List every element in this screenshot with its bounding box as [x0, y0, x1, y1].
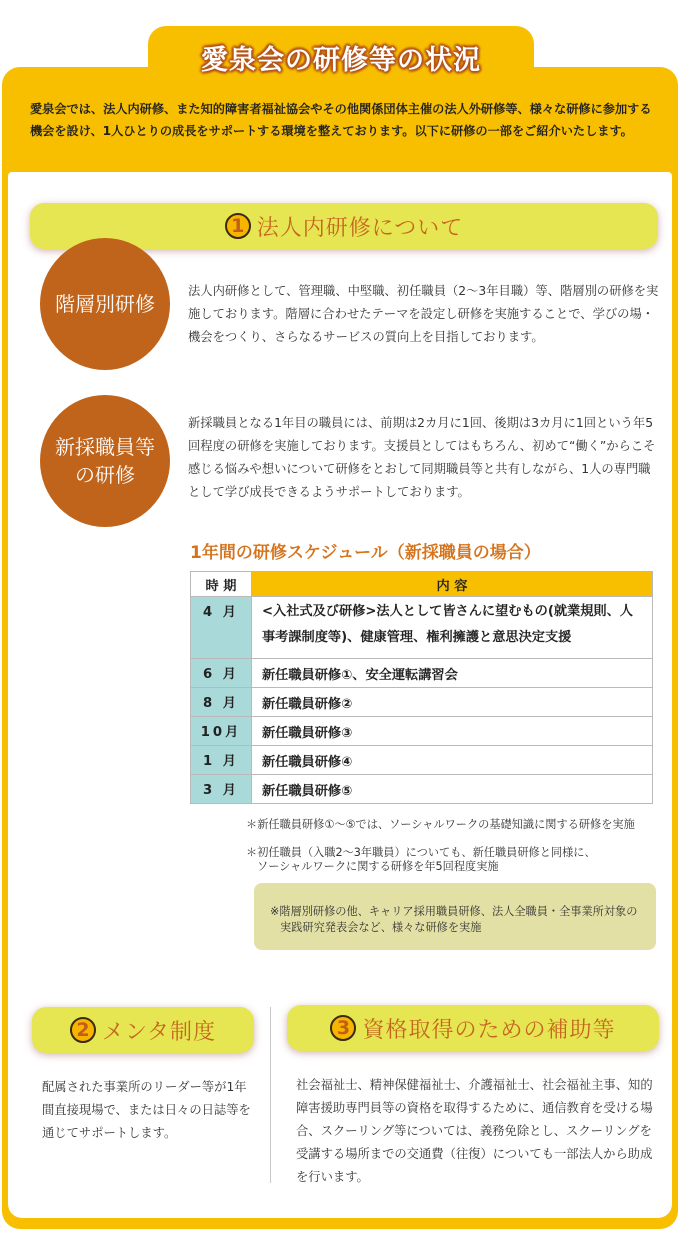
- header-content: 内 容: [252, 572, 653, 597]
- note-1: ＊新任職員研修①〜⑤では、ソーシャルワークの基礎知識に関する研修を実施: [246, 818, 635, 831]
- tiered-training-text: 法人内研修として、管理職、中堅職、初任職員（2〜3年目職）等、階層別の研修を実施しております。階層に合わせたテーマを設定し研修を実施することで、学びの場・機会をつくり、さらなるサービスの質向上を目指しております。: [188, 284, 659, 344]
- section3-title: 資格取得のための補助等: [362, 1017, 616, 1043]
- new-staff-training-text: 新採職員となる1年目の職員には、前期は2カ月に1回、後期は3カ月に1回という年5回程度の研修を実施しております。支援員としてはもちろん、初めて“働く”からこそ感じる悩みや想いについて研修をとおして同期職員等と共有しながら、1人の専門職として学び成長できるようサポートしております。: [188, 416, 656, 499]
- header-period: 時 期: [191, 572, 252, 597]
- content-cell: 新任職員研修⑤: [252, 775, 653, 804]
- column-divider: [270, 1007, 271, 1183]
- table-row: [191, 775, 653, 804]
- tiered-training-badge: [40, 238, 170, 370]
- other-training-note-line1: ※階層別研修の他、キャリア採用職員研修、法人全職員・全事業所対象の: [270, 905, 638, 918]
- content-cell: 新任職員研修③: [252, 717, 653, 746]
- qualification-support-text: 社会福祉士、精神保健福祉士、介護福祉士、社会福祉主事、知的障害援助専門員等の資格を取得するために、通信教育を受ける場合、スクーリング等については、義務免除とし、スクーリングを受講する場所までの交通費（往復）についても一部法人から助成を行います。: [296, 1078, 653, 1184]
- new-staff-training-badge: [40, 395, 170, 527]
- number-2-icon: 2: [70, 1017, 96, 1043]
- note-2-cont: ソーシャルワークに関する研修を年5回程度実施: [257, 860, 499, 873]
- table-row: [191, 717, 653, 746]
- month-cell: 3 月: [191, 775, 252, 804]
- month-cell: 1 月: [191, 746, 252, 775]
- section1-title: 法人内研修について: [256, 215, 464, 241]
- content-cell: 新任職員研修②: [252, 688, 653, 717]
- number-3-icon: 3: [330, 1015, 356, 1041]
- new-staff-label-line1: 新採職員等: [55, 435, 155, 459]
- intro-text: 愛泉会では、法人内研修、また知的障害者福祉協会やその他関係団体主催の法人外研修等、様々な研修に参加する機会を設け、1人ひとりの成長をサポートする環境を整えております。以下に研修の一部をご紹介いたします。: [30, 102, 652, 138]
- table-row: [191, 746, 653, 775]
- other-training-note-line2: 実践研究発表会など、様々な研修を実施: [280, 921, 482, 934]
- month-cell: 6 月: [191, 659, 252, 688]
- month-cell: 10月: [191, 717, 252, 746]
- content-cell: 新任職員研修④: [252, 746, 653, 775]
- section2-title: メンタ制度: [101, 1019, 217, 1045]
- table-row: [191, 659, 653, 688]
- month-cell: 4 月: [191, 597, 252, 659]
- table-row: [191, 688, 653, 717]
- section2-heading: [32, 1007, 254, 1053]
- schedule-title: 1年間の研修スケジュール（新採職員の場合）: [190, 543, 541, 563]
- note-2: ＊初任職員（入職2〜3年職員）についても、新任職員研修と同様に、: [246, 846, 596, 859]
- schedule-header-row: [191, 572, 653, 597]
- content-cell: <入社式及び研修>法人として皆さんに望むもの(就業規則、人事考課制度等)、健康管理、権利擁護と意思決定支援: [252, 597, 653, 659]
- section3-heading: [287, 1005, 659, 1051]
- new-staff-label-line2: の研修: [75, 463, 135, 487]
- page-title: 愛泉会の研修等の状況: [201, 45, 481, 76]
- content-cell: 新任職員研修①、安全運転講習会: [252, 659, 653, 688]
- month-cell: 8 月: [191, 688, 252, 717]
- schedule-table: [190, 571, 653, 804]
- number-1-icon: 1: [225, 213, 251, 239]
- tiered-training-label: 階層別研修: [55, 292, 155, 316]
- mentor-text: 配属された事業所のリーダー等が1年間直接現場で、または日々の日誌等を通じてサポートします。: [42, 1080, 251, 1140]
- table-row: [191, 597, 653, 659]
